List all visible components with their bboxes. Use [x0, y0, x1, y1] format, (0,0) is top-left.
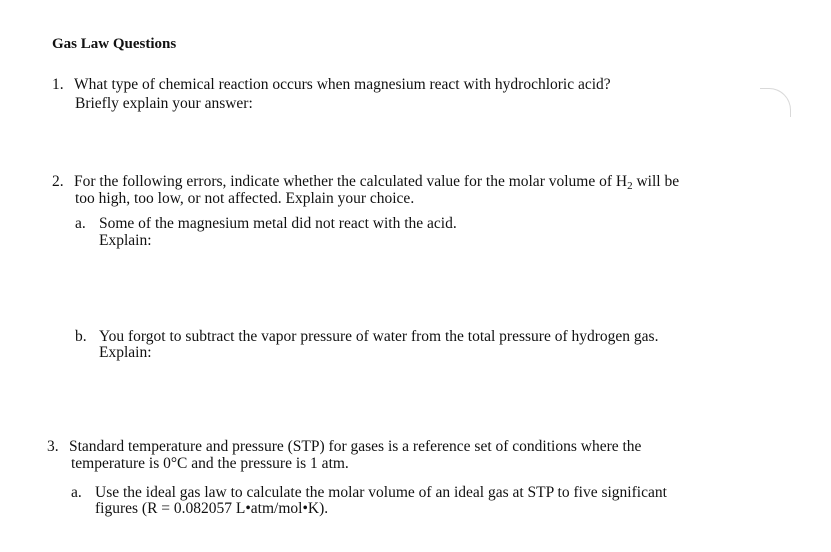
- question-2b-explain: Explain:: [99, 344, 152, 361]
- question-3-line-1: [47, 438, 641, 456]
- faint-scan-mark: [760, 88, 791, 117]
- question-2b-letter: b.: [75, 328, 87, 345]
- question-3-line-2: temperature is 0°C and the pressure is 1 atm.: [71, 455, 349, 472]
- question-1-text: What type of chemical reaction occurs when magnesium react with hydrochloric acid?: [74, 76, 611, 93]
- question-1-line-1: [52, 76, 611, 94]
- question-1-number: 1.: [52, 76, 64, 93]
- question-2-text-pre: For the following errors, indicate whether the calculated value for the molar volume of H: [74, 173, 628, 190]
- page-title: Gas Law Questions: [52, 36, 177, 52]
- question-3a-letter: a.: [71, 484, 82, 501]
- question-2a-letter: a.: [75, 215, 86, 232]
- question-3a-text: Use the ideal gas law to calculate the molar volume of an ideal gas at STP to five significant: [95, 484, 667, 501]
- question-3-text: Standard temperature and pressure (STP) for gases is a reference set of conditions where the: [69, 438, 642, 455]
- question-2-line-1: [52, 173, 679, 191]
- question-3a-line-2: figures (R = 0.082057 L•atm/mol•K).: [95, 500, 329, 517]
- question-2b-text: You forgot to subtract the vapor pressure of water from the total pressure of hydrogen gas.: [99, 328, 659, 345]
- question-2a-text: Some of the magnesium metal did not react with the acid.: [99, 215, 457, 232]
- question-2-number: 2.: [52, 173, 64, 190]
- question-2-line-2: too high, too low, or not affected. Explain your choice.: [75, 190, 415, 207]
- question-2-subscript: 2: [627, 180, 633, 192]
- question-1-line-2: Briefly explain your answer:: [75, 95, 253, 112]
- question-2a-explain: Explain:: [99, 232, 152, 249]
- question-2a: [75, 215, 457, 233]
- question-3-number: 3.: [47, 438, 59, 455]
- question-2b: [75, 328, 658, 346]
- question-2-text-post: will be: [632, 173, 680, 190]
